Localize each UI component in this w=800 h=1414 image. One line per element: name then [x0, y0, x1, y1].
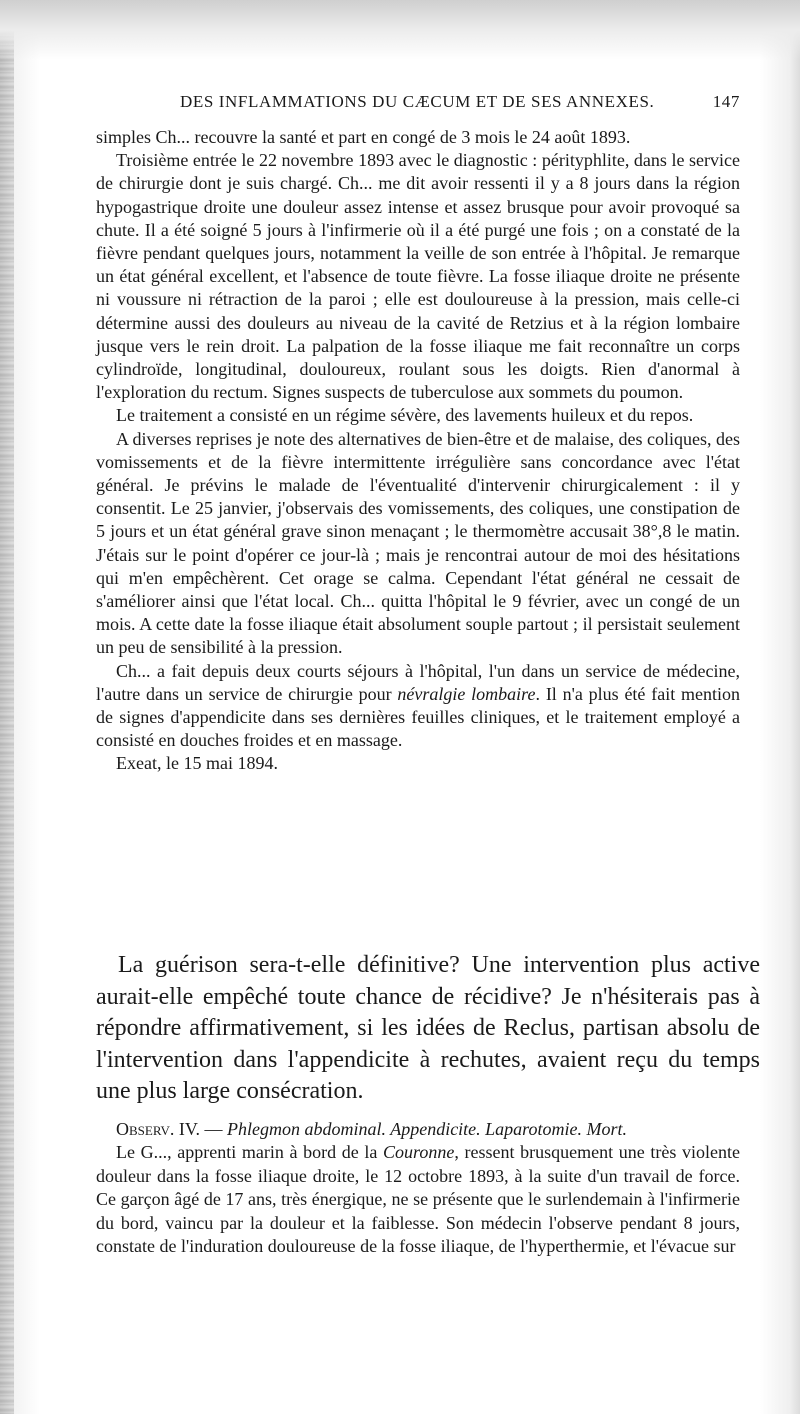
later-stays-text-1: Ch... a fait depuis deux courts séjours à l'hôpital, l'un dans un service de médecine, l'autre dans un service de chirurgie pour	[96, 660, 740, 704]
page-number: 147	[712, 92, 740, 111]
paragraph-exeat: Exeat, le 15 mai 1894.	[116, 753, 278, 774]
paragraph-continuation: simples Ch... recouvre la santé et part en congé de 3 mois le 24 août 1893.	[96, 127, 631, 147]
running-title: DES INFLAMMATIONS DU CÆCUM ET DE SES ANNEXES.	[180, 92, 655, 111]
ship-name: Couronne	[383, 1142, 455, 1163]
observation-title: Phlegmon abdominal. Appendicite. Laparotomie. Mort.	[227, 1119, 628, 1139]
paragraph-evolution: A diverses reprises je note des alternatives de bien-être et de malaise, des coliques, des vomissements et de la fièvre intermittente irrégulière sans concordance avec l'état général. Je prévins le malade de l'éventualité d'intervenir chirurgicalement : il y consentit. Le 25 janvier, j'observais des vomissements, des coliques, une constipation de 5 jours et un état général grave sinon menaçant ; le thermomètre accusait 38°,8 le matin. J'étais sur le point d'opérer ce jour-là ; mais je rencontrai autour de moi des hésitations qui m'en empêchèrent. Cet orage se calma. Cependant l'état général ne cessait de s'améliorer ainsi que l'état local. Ch... quitta l'hôpital le 9 février, avec un congé de un mois. A cette date la fosse iliaque était absolument souple partout ; il persistait seulement un peu de sensibilité à la pression.	[96, 428, 740, 658]
case-history-text	[96, 126, 740, 776]
observation-section	[96, 1118, 740, 1258]
binding-edge-shadow	[0, 0, 14, 1414]
later-stays-text-2: . Il n'a plus été fait mention de signes d'appendicite dans ses dernières feuilles cliniques, et le traitement employé a consisté en douches froides et en massage.	[96, 683, 740, 751]
paragraph-third-admission: Troisième entrée le 22 novembre 1893 avec le diagnostic : pérityphlite, dans le service de chirurgie dont je suis chargé. Ch... me dit avoir ressenti il y a 8 jours dans la région hypogastrique droite une douleur assez intense et assez brusque pour avoir provoqué sa chute. Il a été soigné 5 jours à l'infirmerie où il a été purgé une fois ; on a constaté de la fièvre pendant quelques jours, notamment la veille de son entrée à l'hôpital. Je remarque un état général excellent, et l'absence de toute fièvre. La fosse iliaque droite ne présente ni voussure ni rétraction de la paroi ; elle est douloureuse à la pression, mais celle-ci détermine aussi des douleurs au niveau de la cavité de Retzius et à la région lombaire jusque vers le rein droit. La palpation de la fosse iliaque me fait reconnaître un corps cylindroïde, longitudinal, douloureux, roulant sous les doigts. Rien d'anormal à l'exploration du rectum. Signes suspects de tuberculose aux sommets du poumon.	[96, 150, 740, 403]
observation-label: Observ. IV.	[116, 1119, 201, 1139]
observation-heading	[96, 1118, 740, 1141]
observation-text-1: Le G..., apprenti marin à bord de la	[116, 1142, 384, 1163]
discussion-text	[96, 950, 760, 1108]
observation-dash: —	[200, 1119, 228, 1139]
observation-text-2: , ressent brusquement une très violente douleur dans la fosse iliaque droite, le 12 octobre 1893, à la suite d'un travail de force. Ce garçon âgé de 17 ans, très énergique, ne se présente que le surlendemain à l'infirmerie du bord, vaincu par la douleur et la faiblesse. Son médecin l'observe pendant 8 jours, constate de l'induration douloureuse de la fosse iliaque, de l'hyperthermie, et l'évacue sur	[96, 1142, 740, 1257]
paragraph-treatment: Le traitement a consisté en un régime sévère, des lavements huileux et du repos.	[116, 405, 694, 426]
top-edge-shadow	[0, 0, 800, 60]
diagnosis-italic: névralgie lombaire	[397, 683, 536, 704]
observation-paragraph	[96, 1141, 740, 1258]
paragraph-discussion: La guérison sera-t-elle définitive? Une intervention plus active aurait-elle empêché toute chance de récidive? Je n'hésiterais pas à répondre affirmativement, si les idées de Reclus, partisan absolu de l'intervention dans l'appendicite à rechutes, avaient reçu du temps une plus large consécration.	[96, 952, 760, 1104]
paragraph-later-stays	[96, 660, 740, 753]
